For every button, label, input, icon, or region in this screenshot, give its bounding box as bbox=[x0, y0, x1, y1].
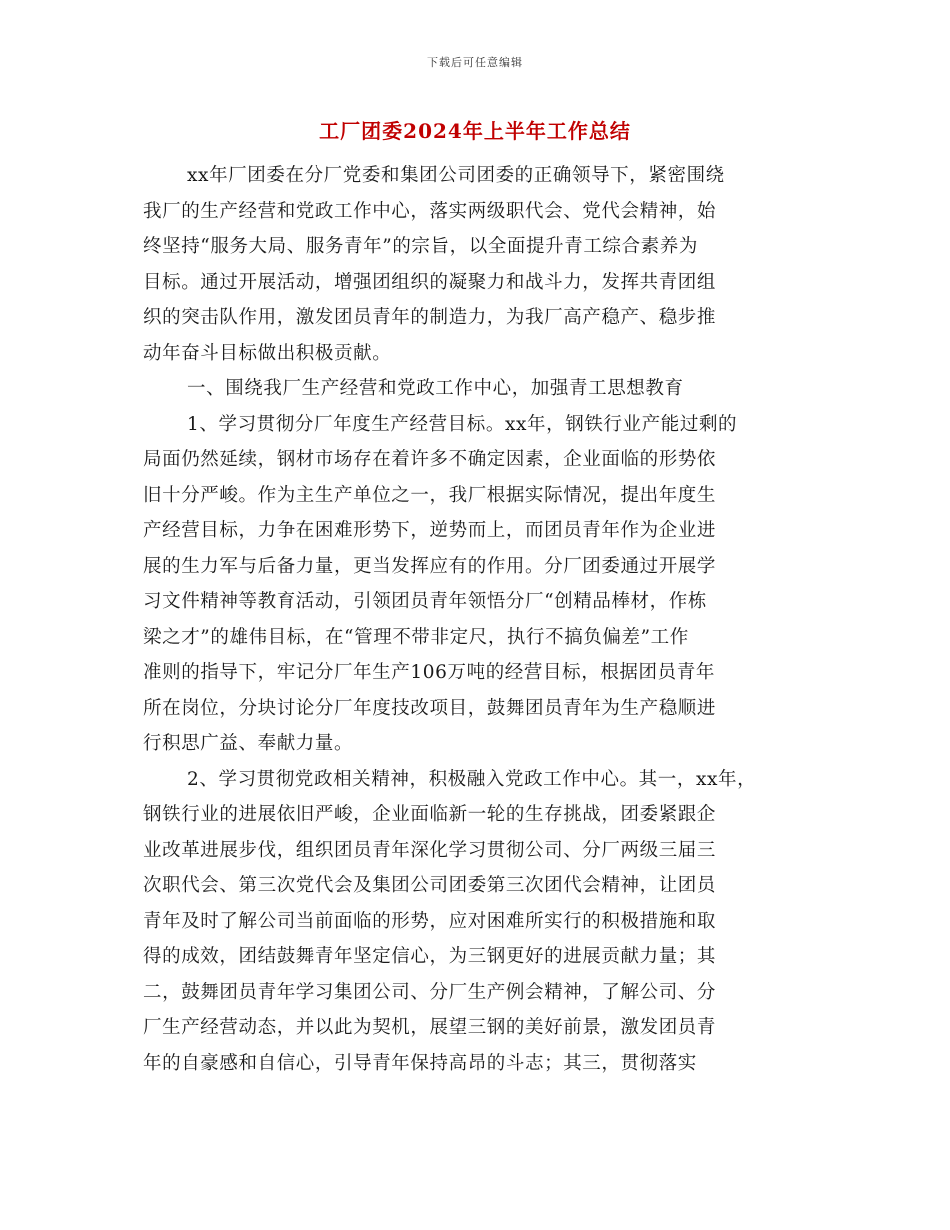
text-line: 业改革进展步伐，组织团员青年深化学习贯彻公司、分厂两级三届三 bbox=[143, 839, 717, 861]
text-line: 年的自豪感和自信心，引导青年保持高昂的斗志；其三，贯彻落实 bbox=[143, 1052, 697, 1074]
text-line: 终坚持“服务大局、服务青年”的宗旨，以全面提升青工综合素养为 bbox=[143, 236, 698, 257]
text-line: 局面仍然延续，钢材市场存在着许多不确定因素，企业面临的形势依 bbox=[143, 449, 717, 470]
text-line: 旧十分严峻。作为主生产单位之一，我厂根据实际情况，提出年度生 bbox=[143, 484, 717, 506]
text-line: 钢铁行业的进展依旧严峻，企业面临新一轮的生存挑战，团委紧跟企 bbox=[143, 804, 717, 825]
text-line: 产经营目标，力争在困难形势下，逆势而上，而团员青年作为企业进 bbox=[143, 520, 717, 541]
text-line: 习文件精神等教育活动，引领团员青年领悟分厂“创精品棒材，作栋 bbox=[143, 591, 707, 612]
text-line: 所在岗位，分块讨论分厂年度技改项目，鼓舞团员青年为生产稳顺进 bbox=[143, 697, 717, 719]
text-line: 1、学习贯彻分厂年度生产经营目标。xx年，钢铁行业产能过剩的 bbox=[187, 413, 738, 435]
text-line: 动年奋斗目标做出积极贡献。 bbox=[143, 342, 392, 364]
text-line: 我厂的生产经营和党政工作中心，落实两级职代会、党代会精神，始 bbox=[143, 200, 717, 222]
text-line: 织的突击队作用，激发团员青年的制造力，为我厂高产稳产、稳步推 bbox=[143, 307, 717, 328]
header-note: 下载后可任意编辑 bbox=[427, 56, 523, 69]
text-line: 厂生产经营动态，并以此为契机，展望三钢的美好前景，激发团员青 bbox=[143, 1017, 717, 1038]
text-line: 目标。通过开展活动，增强团组织的凝聚力和战斗力，发挥共青团组 bbox=[143, 271, 717, 293]
text-line: 展的生力军与后备力量，更当发挥应有的作用。分厂团委通过开展学 bbox=[143, 555, 717, 577]
text-line: 行积思广益、奉献力量。 bbox=[143, 733, 354, 754]
document-title: 工厂团委2024年上半年工作总结 bbox=[319, 119, 631, 143]
text-line: 次职代会、第三次党代会及集团公司团委第三次团代会精神，让团员 bbox=[143, 875, 717, 896]
text-line: xx年厂团委在分厂党委和集团公司团委的正确领导下，紧密围绕 bbox=[187, 165, 725, 186]
text-line: 梁之才”的雄伟目标，在“管理不带非定尺，执行不搞负偏差”工作 bbox=[143, 626, 689, 648]
document-body bbox=[143, 158, 811, 1081]
text-line: 一、围绕我厂生产经营和党政工作中心，加强青工思想教育 bbox=[187, 378, 684, 399]
text-line: 二，鼓舞团员青年学习集团公司、分厂生产例会精神，了解公司、分 bbox=[143, 981, 717, 1003]
text-line: 2、学习贯彻党政相关精神，积极融入党政工作中心。其一，xx年， bbox=[187, 768, 757, 790]
text-line: 青年及时了解公司当前面临的形势，应对困难所实行的积极措施和取 bbox=[143, 910, 717, 932]
text-line: 得的成效，团结鼓舞青年坚定信心，为三钢更好的进展贡献力量；其 bbox=[143, 946, 717, 967]
text-line: 准则的指导下，牢记分厂年生产106万吨的经营目标，根据团员青年 bbox=[143, 662, 715, 683]
